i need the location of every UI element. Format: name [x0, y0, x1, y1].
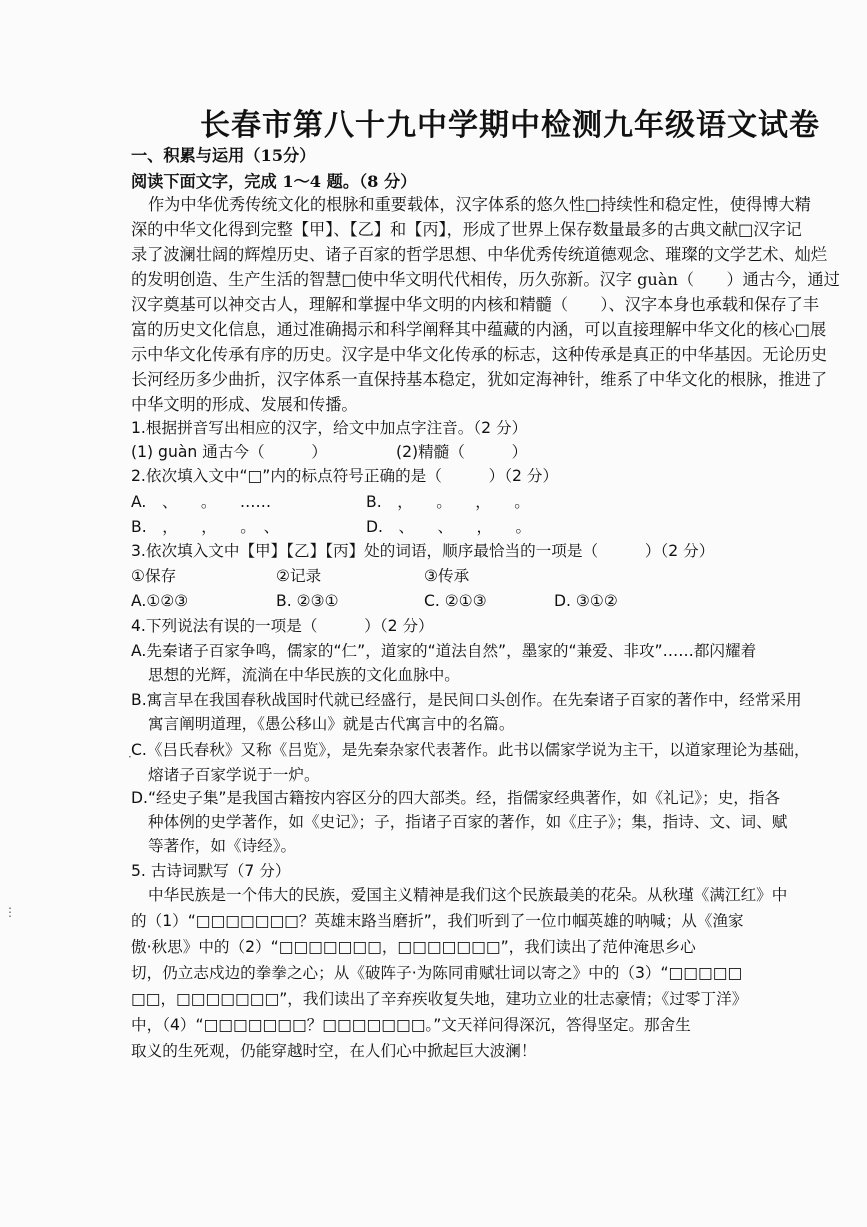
passage-line: 汉字奠基可以神交古人，理解和掌握中华文明的内核和精髓（ ）、汉字本身也承载和保存了丰	[131, 295, 819, 314]
passage-line: 录了波澜壮阔的辉煌历史、诸子百家的哲学思想、中华优秀传统道德观念、璀璨的文学艺术、灿烂	[131, 245, 828, 264]
passage-line: 富的历史文化信息，通过准确揭示和科学阐释其中蕴藏的内涵，可以直接理解中华文化的核心□展	[131, 320, 827, 339]
q4-line: 等著作，如《诗经》。	[148, 837, 297, 855]
reading-instruction: 阅读下面文字，完成 1～4 题。（8 分）	[131, 172, 417, 191]
scan-speck: ⋮	[4, 905, 16, 919]
passage-line: 的发明创造、生产生活的智慧□使中华文明代代相传，历久弥新。汉字 guàn（ ）通古今，通过	[131, 270, 840, 289]
q4-line: D.“经史子集”是我国古籍按内容区分的四大部类。经，指儒家经典著作，如《礼记》；史，指各	[131, 789, 781, 807]
q4-line: 种体例的史学著作，如《史记》；子，指诸子百家的著作，如《庄子》；集，指诗、文、词、赋	[148, 813, 788, 831]
q5-line: □□，□□□□□□□”，我们读出了辛弃疾收复失地，建功立业的壮志豪情；《过零丁洋》	[131, 990, 748, 1008]
q1-blank-a: (1) guàn 通古今（ ）	[131, 443, 327, 461]
passage-line: 作为中华优秀传统文化的根脉和重要载体，汉字体系的悠久性□持续性和稳定性，使得博大精	[148, 195, 811, 214]
q5-line: 取义的生死观，仍能穿越时空，在人们心中掀起巨大波澜！	[131, 1042, 537, 1060]
question-1-stem: 1.根据拼音写出相应的汉字，给文中加点字注音。（2 分）	[131, 419, 528, 437]
section-heading: 一、积累与运用（15分）	[131, 146, 316, 165]
q3-option: C. ②①③	[424, 592, 487, 610]
q3-word: ②记录	[276, 567, 322, 585]
question-3-stem: 3.依次填入文中【甲】【乙】【丙】处的词语，顺序最恰当的一项是（ ）（2 分）	[131, 542, 715, 560]
q2-option-c: B. ， ， 。 、	[131, 518, 280, 536]
q4-line: 熔诸子百家学说于一炉。	[148, 766, 320, 784]
q4-line: 寓言阐明道理，《愚公移山》就是古代寓言中的名篇。	[148, 715, 515, 733]
q5-line: 中，（4）“□□□□□□□？□□□□□□□。”文天祥问得深沉，答得坚定。那舍生	[131, 1016, 691, 1034]
q5-line: 中华民族是一个伟大的民族，爱国主义精神是我们这个民族最美的花朵。从秋瑾《满江红》中	[148, 886, 788, 904]
q2-option-b: B. ， 。 ， 。	[366, 493, 530, 511]
q4-line: A.先秦诸子百家争鸣，儒家的“仁”，道家的“道法自然”，墨家的“兼爱、非攻”……都闪耀着	[131, 642, 757, 660]
q4-line: B.寓言早在我国春秋战国时代就已经盛行，是民间口头创作。在先秦诸子百家的著作中，经常采用	[131, 691, 802, 709]
q5-line: 切，仍立志戍边的拳拳之心；从《破阵子·为陈同甫赋壮词以寄之》中的（3）“□□□□□	[131, 964, 743, 982]
scan-speck: ·	[128, 750, 132, 764]
q5-line: 的（1）“□□□□□□□？英雄末路当磨折”，我们听到了一位巾帼英雄的呐喊；从《渔家	[131, 912, 744, 930]
q1-blank-b: (2)精髓（ ）	[396, 443, 528, 461]
question-5-stem: 5. 古诗词默写（7 分）	[131, 862, 291, 880]
q3-option: B. ②③①	[276, 592, 339, 610]
question-4-stem: 4.下列说法有误的一项是（ ）（2 分）	[131, 617, 434, 635]
q5-line: 傲·秋思》中的（2）“□□□□□□□，□□□□□□□”，我们读出了范仲淹思乡心	[131, 938, 696, 956]
q2-option-d: D. 、 、 ， 。	[366, 518, 532, 536]
q4-line: C.《吕氏春秋》又称《吕览》，是先秦杂家代表著作。此书以儒家学说为主干，以道家理论为基础，	[131, 741, 810, 759]
passage-line: 示中华文化传承有序的历史。汉字是中华文化传承的标志，这种传承是真正的中华基因。无论历史	[131, 345, 828, 364]
question-2-stem: 2.依次填入文中“□”内的标点符号正确的是（ ）（2 分）	[131, 467, 559, 485]
q2-option-a: A. 、 。 ……	[131, 493, 272, 511]
passage-line: 长河经历多少曲折，汉字体系一直保持基本稳定，犹如定海神针，维系了中华文化的根脉，推进了	[131, 370, 828, 389]
passage-line: 中华文明的形成、发展和传播。	[131, 395, 358, 414]
q4-line: 思想的光辉，流淌在中华民族的文化血脉中。	[148, 666, 460, 684]
q3-option: A.①②③	[131, 592, 189, 610]
q3-word: ①保存	[131, 567, 177, 585]
q3-option: D. ③①②	[554, 592, 618, 610]
q3-word: ③传承	[424, 567, 470, 585]
passage-line: 深的中华文化得到完整【甲】、【乙】和【丙】，形成了世界上保存数量最多的古典文献□汉字记	[131, 220, 802, 239]
exam-title: 长春市第八十九中学期中检测九年级语文试卷	[200, 108, 820, 143]
